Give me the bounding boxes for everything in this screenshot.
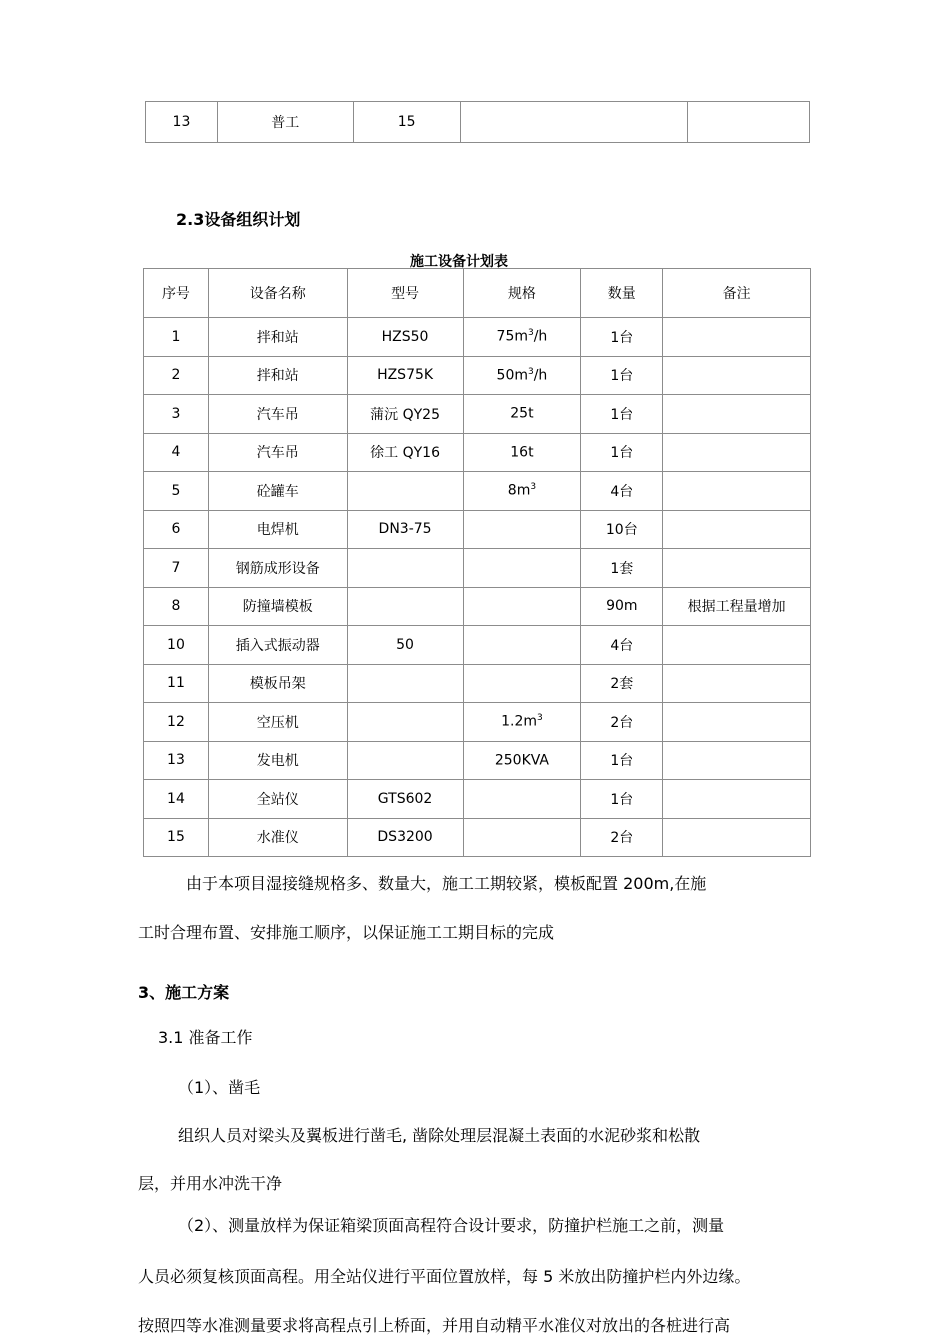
header-cell: 型号 bbox=[347, 269, 463, 318]
cell-note bbox=[663, 549, 811, 588]
cell-spec bbox=[463, 318, 581, 357]
cell-note bbox=[663, 472, 811, 511]
cell-note bbox=[663, 395, 811, 434]
spec-superscript: 3 bbox=[527, 328, 534, 339]
cell-model bbox=[347, 549, 463, 588]
cell-note bbox=[663, 318, 811, 357]
cell-note bbox=[663, 741, 811, 780]
cell-no: 14 bbox=[144, 780, 209, 819]
subsection-heading-3-1: 3.1 准备工作 bbox=[158, 1028, 253, 1047]
cell-name: 汽车吊 bbox=[208, 395, 347, 434]
table-row bbox=[144, 433, 811, 472]
cell-spec bbox=[463, 549, 581, 588]
cell-no: 11 bbox=[144, 664, 209, 703]
paragraph-line: 组织人员对梁头及翼板进行凿毛, 凿除处理层混凝土表面的水泥砂浆和松散 bbox=[178, 1126, 701, 1145]
paragraph-line: 工时合理布置、安排施工顺序，以保证施工工期目标的完成 bbox=[138, 923, 555, 942]
cell-note bbox=[663, 664, 811, 703]
table-row bbox=[144, 780, 811, 819]
cell-spec bbox=[463, 664, 581, 703]
spec-value: 16t bbox=[510, 444, 534, 461]
cell-model: DN3-75 bbox=[347, 510, 463, 549]
cell-model bbox=[347, 741, 463, 780]
equipment-table-caption: 施工设备计划表 bbox=[410, 254, 508, 270]
cell-name: 全站仪 bbox=[208, 780, 347, 819]
paragraph-line: 按照四等水准测量要求将高程点引上桥面，并用自动精平水准仪对放出的各桩进行高 bbox=[138, 1316, 731, 1335]
table-row bbox=[144, 356, 811, 395]
spec-value: 8m bbox=[507, 483, 531, 500]
cell-qty: 90m bbox=[581, 587, 663, 626]
cell-qty: 2台 bbox=[581, 703, 663, 742]
cell-qty: 1套 bbox=[581, 549, 663, 588]
cell-note bbox=[663, 626, 811, 665]
cell-name: 砼罐车 bbox=[208, 472, 347, 511]
table-row bbox=[144, 549, 811, 588]
cell-note bbox=[663, 703, 811, 742]
equipment-plan-table bbox=[143, 268, 811, 857]
cell-qty: 1台 bbox=[581, 318, 663, 357]
cell-note bbox=[663, 510, 811, 549]
table-row bbox=[144, 318, 811, 357]
labor-count-cell: 15 bbox=[353, 102, 460, 143]
paragraph-line: （2）、测量放样为保证箱梁顶面高程符合设计要求，防撞护栏施工之前，测量 bbox=[178, 1216, 725, 1235]
cell-no: 7 bbox=[144, 549, 209, 588]
cell-no: 6 bbox=[144, 510, 209, 549]
cell-spec bbox=[463, 741, 581, 780]
cell-model: HZS75K bbox=[347, 356, 463, 395]
cell-name: 防撞墙模板 bbox=[208, 587, 347, 626]
labor-empty-cell bbox=[460, 102, 688, 143]
paragraph-line: 人员必须复核顶面高程。用全站仪进行平面位置放样，每 5 米放出防撞护栏内外边缘。 bbox=[138, 1267, 751, 1286]
table-row bbox=[146, 102, 810, 143]
cell-name: 发电机 bbox=[208, 741, 347, 780]
labor-table-continued bbox=[145, 101, 810, 143]
cell-no: 1 bbox=[144, 318, 209, 357]
cell-note bbox=[663, 433, 811, 472]
cell-name: 拌和站 bbox=[208, 318, 347, 357]
cell-spec bbox=[463, 587, 581, 626]
cell-qty: 2套 bbox=[581, 664, 663, 703]
cell-name: 钢筋成形设备 bbox=[208, 549, 347, 588]
table-row bbox=[144, 818, 811, 857]
table-row bbox=[144, 626, 811, 665]
table-row bbox=[144, 510, 811, 549]
cell-qty: 10台 bbox=[581, 510, 663, 549]
spec-superscript: 3 bbox=[537, 713, 543, 724]
table-row bbox=[144, 664, 811, 703]
cell-qty: 1台 bbox=[581, 780, 663, 819]
cell-note bbox=[663, 780, 811, 819]
cell-spec bbox=[463, 356, 581, 395]
cell-qty: 4台 bbox=[581, 626, 663, 665]
cell-no: 8 bbox=[144, 587, 209, 626]
cell-no: 5 bbox=[144, 472, 209, 511]
cell-name: 水准仪 bbox=[208, 818, 347, 857]
cell-no: 10 bbox=[144, 626, 209, 665]
labor-no-cell: 13 bbox=[146, 102, 218, 143]
labor-type-cell: 普工 bbox=[217, 102, 353, 143]
spec-value: 250KVA bbox=[494, 752, 550, 769]
cell-no: 15 bbox=[144, 818, 209, 857]
table-row bbox=[144, 703, 811, 742]
spec-value: 50m bbox=[496, 367, 528, 384]
cell-spec bbox=[463, 703, 581, 742]
header-cell: 数量 bbox=[581, 269, 663, 318]
cell-name: 插入式振动器 bbox=[208, 626, 347, 665]
paragraph-line: 由于本项目湿接缝规格多、数量大，施工工期较紧，模板配置 200m,在施 bbox=[186, 874, 707, 893]
cell-spec bbox=[463, 395, 581, 434]
spec-unit-suffix: /h bbox=[533, 367, 548, 384]
cell-model: 徐工 QY16 bbox=[347, 433, 463, 472]
cell-no: 3 bbox=[144, 395, 209, 434]
cell-qty: 2台 bbox=[581, 818, 663, 857]
labor-empty-cell bbox=[688, 102, 810, 143]
cell-model bbox=[347, 703, 463, 742]
cell-model: DS3200 bbox=[347, 818, 463, 857]
table-row bbox=[144, 395, 811, 434]
table-header-row bbox=[144, 269, 811, 318]
cell-qty: 4台 bbox=[581, 472, 663, 511]
cell-name: 模板吊架 bbox=[208, 664, 347, 703]
cell-model: 蒲沅 QY25 bbox=[347, 395, 463, 434]
cell-model: HZS50 bbox=[347, 318, 463, 357]
cell-no: 4 bbox=[144, 433, 209, 472]
cell-model: 50 bbox=[347, 626, 463, 665]
section-heading-2-3: 2.3设备组织计划 bbox=[176, 210, 301, 229]
equipment-table-body bbox=[144, 318, 811, 857]
cell-no: 12 bbox=[144, 703, 209, 742]
cell-name: 电焊机 bbox=[208, 510, 347, 549]
cell-note bbox=[663, 818, 811, 857]
header-cell: 备注 bbox=[663, 269, 811, 318]
cell-qty: 1台 bbox=[581, 356, 663, 395]
cell-no: 2 bbox=[144, 356, 209, 395]
cell-note: 根据工程量增加 bbox=[663, 587, 811, 626]
cell-name: 空压机 bbox=[208, 703, 347, 742]
cell-spec bbox=[463, 433, 581, 472]
cell-qty: 1台 bbox=[581, 433, 663, 472]
cell-qty: 1台 bbox=[581, 395, 663, 434]
cell-model bbox=[347, 664, 463, 703]
cell-qty: 1台 bbox=[581, 741, 663, 780]
spec-superscript: 3 bbox=[530, 482, 537, 493]
table-row bbox=[144, 472, 811, 511]
header-cell: 序号 bbox=[144, 269, 209, 318]
table-row bbox=[144, 741, 811, 780]
cell-model bbox=[347, 472, 463, 511]
cell-model: GTS602 bbox=[347, 780, 463, 819]
table-row bbox=[144, 587, 811, 626]
cell-no: 13 bbox=[144, 741, 209, 780]
cell-note bbox=[663, 356, 811, 395]
cell-spec bbox=[463, 510, 581, 549]
spec-value: 75m bbox=[496, 329, 528, 346]
spec-unit-suffix: /h bbox=[533, 329, 548, 346]
cell-spec bbox=[463, 818, 581, 857]
header-cell: 设备名称 bbox=[208, 269, 347, 318]
cell-spec bbox=[463, 472, 581, 511]
cell-model bbox=[347, 587, 463, 626]
cell-name: 拌和站 bbox=[208, 356, 347, 395]
cell-name: 汽车吊 bbox=[208, 433, 347, 472]
spec-superscript: 3 bbox=[527, 366, 534, 377]
cell-spec bbox=[463, 626, 581, 665]
paragraph-line: 层，并用水冲洗干净 bbox=[138, 1174, 283, 1193]
spec-value: 1.2m bbox=[501, 714, 538, 731]
cell-spec bbox=[463, 780, 581, 819]
section-heading-3: 3、施工方案 bbox=[138, 983, 230, 1002]
item-heading: （1）、凿毛 bbox=[178, 1078, 261, 1097]
header-cell: 规格 bbox=[463, 269, 581, 318]
spec-value: 25t bbox=[510, 406, 534, 423]
